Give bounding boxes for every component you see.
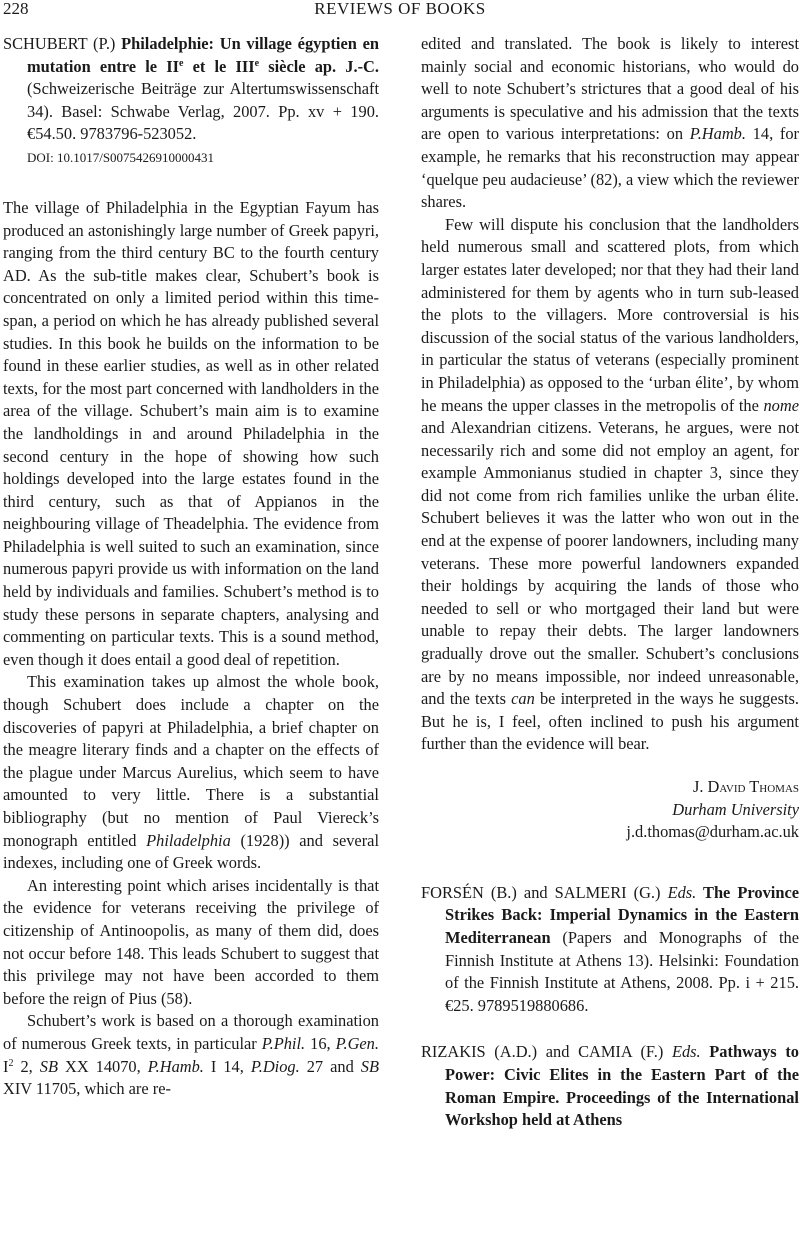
right-column (421, 33, 799, 1132)
book-entry-forsen: FORSÉN (B.) and SALMERI (G.) Eds. The Province Strikes Back: Imperial Dynamics in the Eastern Mediterranean (Papers and Monographs of the Finnish Institute at Athens 13). Helsinki: Foundation of the Finnish Institute at Athens, 2008. Pp. i + 215. €25. 9789519880686. (421, 882, 799, 1015)
paragraph-6: Few will dispute his conclusion that the landholders held numerous small and scattered plots, from which larger estates later developed; nor that they had their land administered for them by agents who in turn sub-leased the plots to the villagers. More controversial is his discussion of the social status of the various landholders, in particular the status of veterans (especially prominent in Philadelphia) as opposed to the ‘urban élite’, by whom he means the upper classes in the metropolis of the nome and Alexandrian citizens. Veterans, he argues, were not necessarily rich and some did not employ an agent, for example Ammonianus studied in chapter 3, since they did not come from rich families unlike the urban élite. Schubert believes it was the latter who won out in the end at the expense of poorer landowners, including many veterans. These more powerful landowners expanded their holdings by acquiring the lands of those who needed to sell or who mortgaged their land but were unable to repay their debts. The larger landowners gradually drove out the smaller. Schubert’s conclusions are by no means impossible, nor indeed unreasonable, and the texts can be interpreted in the ways he suggests. But he is, I feel, often inclined to push his argument further than the evidence will bear. (421, 214, 799, 754)
book-entry-rizakis: RIZAKIS (A.D.) and CAMIA (F.) Eds. Pathways to Power: Civic Elites in the Eastern Part of the Roman Empire. Proceedings of the International Workshop held at Athens (421, 1042, 799, 1130)
review-title: Philadelphie: Un village égyptien en mutation entre le IIe et le IIIe siècle ap. J.-C. (27, 34, 379, 76)
paragraph-1: The village of Philadelphia in the Egyptian Fayum has produced an astonishingly large number of Greek papyri, ranging from the third century BC to the fourth century AD. As the sub-title makes clear, Schubert’s book is concentrated on only a limited period within this time-span, a period on which he has already published several studies. In this book he builds on the information to be found in these earlier studies, as well as in other related texts, for the most part concerned with landholders in the area of the village. Schubert’s main aim is to examine the landholdings in and around Philadelphia in the second century in the hope of showing how such holdings developed into the large estates found in the third century, such as that of Appianos in the neighbouring village of Theadelphia. The evidence from Philadelphia is well suited to such an examination, since numerous papyri provide us with information on the land held by individuals and families. Schubert’s method is to study these persons in separate chapters, analysing and commenting on particular texts. This is a sound method, even though it does entail a good deal of repetition. (3, 197, 379, 669)
page-number: 228 (3, 0, 29, 18)
paragraph-2: This examination takes up almost the whole book, though Schubert does include a chapter on the discoveries of papyri at Philadelphia, a brief chapter on the meagre literary finds and a chapter on the effects of the plague under Marcus Aurelius, which seem to have amounted to very little. There is a substantial bibliography (but no mention of Paul Viereck’s monograph entitled Philadelphia (1928)) and several indexes, including one of Greek words. (3, 672, 379, 873)
reviewer-email[interactable]: j.d.thomas@durham.ac.uk (626, 822, 799, 842)
running-title: REVIEWS OF BOOKS (314, 0, 486, 18)
review-authors: SCHUBERT (P.) (3, 34, 116, 53)
left-column (3, 33, 379, 1101)
review-details: (Schweizerische Beiträge zur Altertumswissenschaft 34). Basel: Schwabe Verlag, 2007. Pp. xv + 190. €54.50. 9783796-523052. (27, 79, 379, 144)
review-citation (3, 33, 379, 146)
paragraph-5: edited and translated. The book is likely to interest mainly social and economic historians, who would do well to note Schubert’s strictures that a good deal of his arguments is speculative and his admission that the texts are open to various interpretations: on P.Hamb. 14, for example, he remarks that his reconstruction may appear ‘quelque peu audacieuse’ (82), a view which the reviewer shares. (421, 34, 800, 212)
paragraph-3: An interesting point which arises incidentally is that the evidence for veterans receiving the privilege of citizenship of Antinoopolis, as many of them did, does not occur before 148. This leads Schubert to suggest that this privilege may not have been accorded to them before the reign of Pius (58). (3, 875, 379, 1008)
doi: DOI: 10.1017/S0075426910000431 (27, 149, 215, 165)
reviewer-name: J. David Thomas (692, 777, 799, 796)
running-header (0, 0, 800, 22)
reviewer-affiliation: Durham University (672, 799, 799, 819)
paragraph-4: Schubert’s work is based on a thorough examination of numerous Greek texts, in particular P.Phil. 16, P.Gen. $I^2$ 2, SB XX 14070, P.Hamb. I 14, P.Diog. 27 and SB XIV 11705, which are re- (3, 1011, 379, 1099)
